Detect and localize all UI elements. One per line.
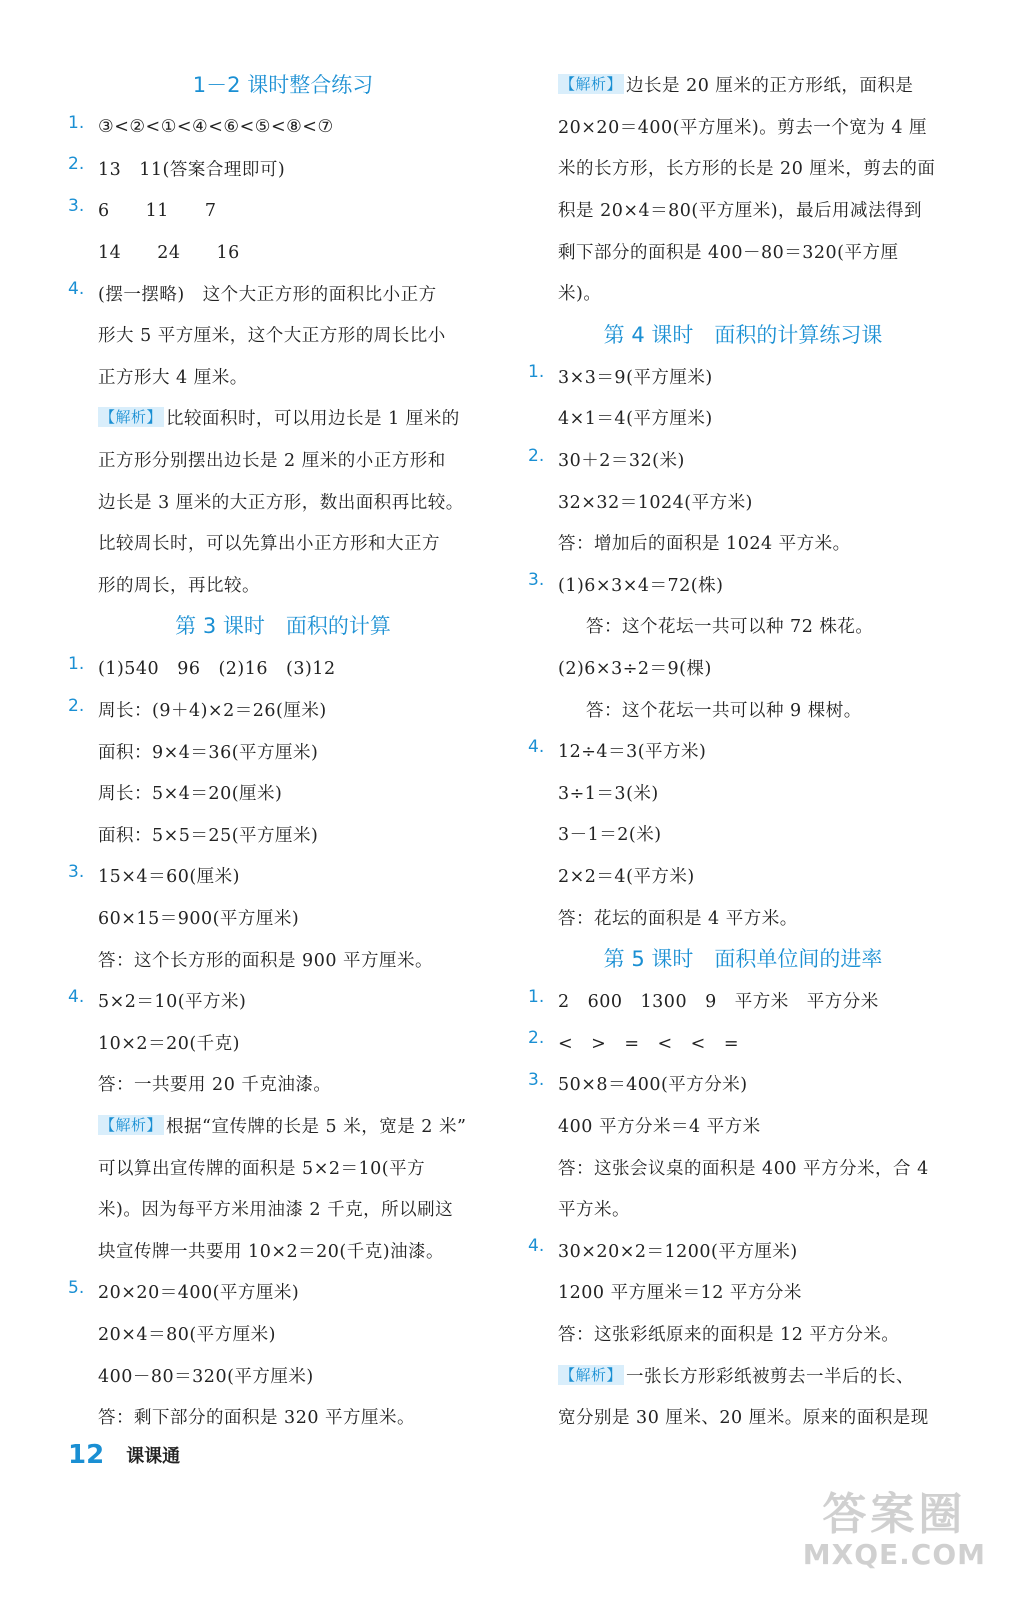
line-text: 答：这个花坛一共可以种 9 棵树。 xyxy=(586,700,862,721)
line-text-wrapper xyxy=(528,821,662,846)
analysis-tag: 【解析】 xyxy=(560,75,623,94)
line-text: 根据“宣传牌的长是 5 米，宽是 2 米” xyxy=(166,1116,467,1137)
item-number: 2. xyxy=(68,154,85,175)
line-text: (2)6×3÷2＝9(棵) xyxy=(558,659,712,680)
line-text: 答：这个花坛一共可以种 72 株花。 xyxy=(586,617,874,638)
line-text: 周长：5×4＝20(厘米) xyxy=(98,784,283,805)
line-text: 面积：9×4＝36(平方厘米) xyxy=(98,742,319,763)
line-text-wrapper xyxy=(98,117,334,137)
answer-line xyxy=(528,272,958,314)
answer-line xyxy=(528,605,958,647)
answer-item xyxy=(68,689,498,731)
line-text-wrapper xyxy=(528,72,913,97)
watermark xyxy=(803,1490,986,1570)
line-text-wrapper xyxy=(98,281,437,306)
line-text: 400 平方分米＝4 平方米 xyxy=(558,1116,761,1137)
line-text-wrapper xyxy=(528,697,862,722)
line-text-wrapper xyxy=(68,1321,276,1346)
answer-line xyxy=(528,1313,958,1355)
line-text-wrapper xyxy=(98,988,246,1013)
line-text-wrapper xyxy=(68,1363,314,1388)
answer-line xyxy=(68,480,498,522)
line-text-wrapper xyxy=(528,905,798,930)
answer-line xyxy=(68,1354,498,1396)
item-number: 3. xyxy=(528,1069,545,1090)
line-text: 米)。 xyxy=(558,284,602,305)
line-text-wrapper xyxy=(528,613,873,638)
line-text: 答：一共要用 20 千克油漆。 xyxy=(98,1075,332,1096)
line-text-wrapper xyxy=(68,1030,240,1055)
answer-line xyxy=(68,564,498,606)
right-column xyxy=(528,64,958,1437)
line-text-wrapper xyxy=(528,114,927,139)
analysis-tag: 【解析】 xyxy=(100,408,163,427)
line-text-wrapper xyxy=(528,1363,914,1388)
line-text-wrapper xyxy=(68,489,464,514)
answer-line xyxy=(528,1396,958,1438)
line-text-wrapper xyxy=(68,739,318,764)
line-text: 12÷4＝3(平方米) xyxy=(558,742,707,763)
line-text-wrapper xyxy=(68,1113,466,1138)
watermark-logo-text: 答案圈 xyxy=(822,1489,967,1540)
item-number: 5. xyxy=(68,1277,85,1298)
line-text-wrapper xyxy=(528,863,695,888)
answer-line xyxy=(68,231,498,273)
answer-line xyxy=(528,189,958,231)
answer-line xyxy=(528,480,958,522)
line-text: (1)540 96 (2)16 (3)12 xyxy=(98,659,336,680)
answer-line xyxy=(528,147,958,189)
answer-line xyxy=(68,1063,498,1105)
line-text-wrapper xyxy=(528,1196,630,1221)
answer-item xyxy=(528,1063,958,1105)
line-text: 1200 平方厘米＝12 平方分米 xyxy=(558,1283,802,1304)
line-text: 3－1＝2(米) xyxy=(558,825,662,846)
line-text-wrapper xyxy=(68,572,260,597)
line-text: 正方形分别摆出边长是 2 厘米的小正方形和 xyxy=(98,451,446,472)
line-text-wrapper xyxy=(98,655,336,680)
line-text-wrapper xyxy=(558,447,685,472)
answer-item xyxy=(528,980,958,1022)
line-text: 20×20＝400(平方厘米)。剪去一个宽为 4 厘 xyxy=(558,117,928,138)
line-text: 一张长方形彩纸被剪去一半后的长、 xyxy=(626,1366,915,1387)
line-text: 形的周长，再比较。 xyxy=(98,575,260,596)
brand-name: 课课通 xyxy=(126,1446,181,1467)
answer-line xyxy=(528,772,958,814)
line-text-wrapper xyxy=(68,405,460,430)
line-text: 面积：5×5＝25(平方厘米) xyxy=(98,825,319,846)
left-column xyxy=(68,64,498,1437)
line-text-wrapper xyxy=(528,1155,929,1180)
line-text-wrapper xyxy=(558,1071,748,1096)
answer-line xyxy=(528,64,958,106)
line-text: 块宣传牌一共要用 10×2＝20(千克)油漆。 xyxy=(98,1241,445,1262)
answer-line xyxy=(68,897,498,939)
answer-item xyxy=(528,439,958,481)
line-text-wrapper xyxy=(68,822,318,847)
answer-line xyxy=(68,397,498,439)
line-text: 5×2＝10(平方米) xyxy=(98,992,247,1013)
answer-line xyxy=(528,1271,958,1313)
line-text: 米的长方形，长方形的长是 20 厘米，剪去的面 xyxy=(558,159,936,180)
answer-line xyxy=(68,522,498,564)
answer-line xyxy=(528,647,958,689)
line-text-wrapper xyxy=(68,530,440,555)
line-text: (1)6×3×4＝72(株) xyxy=(558,575,724,596)
line-text: 10×2＝20(千克) xyxy=(98,1033,240,1054)
line-text: ③<②<①<④<⑥<⑤<⑧<⑦ xyxy=(98,116,334,137)
answer-line xyxy=(68,730,498,772)
line-text: 32×32＝1024(平方米) xyxy=(558,492,753,513)
answer-line xyxy=(528,855,958,897)
line-text: 20×4＝80(平方厘米) xyxy=(98,1324,276,1345)
line-text-wrapper xyxy=(528,197,922,222)
line-text-wrapper xyxy=(98,863,240,888)
line-text: 答：这个长方形的面积是 900 平方厘米。 xyxy=(98,950,434,971)
line-text: 比较面积时，可以用边长是 1 厘米的 xyxy=(166,409,460,430)
answer-item xyxy=(528,1021,958,1063)
line-text: 积是 20×4＝80(平方厘米)，最后用减法得到 xyxy=(558,201,923,222)
answer-line xyxy=(68,1021,498,1063)
page-number: 12 xyxy=(68,1440,105,1470)
watermark-url: MXQE.COM xyxy=(802,1538,986,1571)
line-text-wrapper xyxy=(68,780,282,805)
answer-line xyxy=(528,522,958,564)
answer-item xyxy=(528,730,958,772)
line-text-wrapper xyxy=(98,697,327,722)
analysis-tag: 【解析】 xyxy=(100,1115,163,1134)
line-text-wrapper xyxy=(68,947,433,972)
line-text: 400－80＝320(平方厘米) xyxy=(98,1366,314,1387)
line-text-wrapper xyxy=(528,780,659,805)
section-heading: 1－2 课时整合练习 xyxy=(192,73,374,97)
answer-line xyxy=(68,314,498,356)
line-text: 可以算出宣传牌的面积是 5×2＝10(平方 xyxy=(98,1158,426,1179)
answer-line xyxy=(528,688,958,730)
answer-item xyxy=(68,980,498,1022)
answer-line xyxy=(68,1229,498,1271)
answer-item xyxy=(68,1271,498,1313)
line-text-wrapper xyxy=(558,364,713,389)
answer-item xyxy=(68,106,498,148)
answer-item xyxy=(528,564,958,606)
line-text: 15×4＝60(厘米) xyxy=(98,867,240,888)
line-text: 2×2＝4(平方米) xyxy=(558,866,695,887)
line-text: 答：这张彩纸原来的面积是 12 平方分米。 xyxy=(558,1324,900,1345)
line-text-wrapper xyxy=(528,1279,802,1304)
item-number: 2. xyxy=(528,445,545,466)
line-text-wrapper xyxy=(68,322,446,347)
page-footer xyxy=(68,1440,180,1470)
answer-line xyxy=(68,1105,498,1147)
answer-line xyxy=(68,356,498,398)
analysis-tag: 【解析】 xyxy=(560,1365,623,1384)
line-text: 边长是 20 厘米的正方形纸，面积是 xyxy=(626,76,914,97)
item-number: 3. xyxy=(528,570,545,591)
item-number: 3. xyxy=(68,195,85,216)
section-heading: 第 3 课时 面积的计算 xyxy=(175,614,391,639)
line-text-wrapper xyxy=(558,1238,798,1263)
line-text: 宽分别是 30 厘米、20 厘米。原来的面积是现 xyxy=(558,1408,929,1429)
item-number: 1. xyxy=(68,112,85,133)
line-text: 4×1＝4(平方厘米) xyxy=(558,409,713,430)
line-text: 30＋2＝32(米) xyxy=(558,451,685,472)
line-text-wrapper xyxy=(68,1155,425,1180)
line-text-wrapper xyxy=(98,156,285,181)
item-number: 2. xyxy=(528,1028,545,1049)
answer-line xyxy=(68,938,498,980)
answer-line xyxy=(528,1188,958,1230)
answer-item xyxy=(68,189,498,231)
item-number: 3. xyxy=(68,861,85,882)
line-text: 平方米。 xyxy=(558,1200,630,1221)
line-text: 3×3＝9(平方厘米) xyxy=(558,367,713,388)
line-text-wrapper xyxy=(528,530,851,555)
line-text-wrapper xyxy=(528,405,713,430)
line-text-wrapper xyxy=(528,280,601,305)
line-text-wrapper xyxy=(98,1279,299,1304)
line-text-wrapper xyxy=(528,1404,929,1429)
line-text: < > = < < = xyxy=(558,1033,739,1054)
line-text: 60×15＝900(平方厘米) xyxy=(98,908,300,929)
line-text: 米)。因为每平方米用油漆 2 千克，所以刷这 xyxy=(98,1200,454,1221)
line-text: 剩下部分的面积是 400－80＝320(平方厘 xyxy=(558,242,899,263)
line-text-wrapper xyxy=(68,447,446,472)
line-text-wrapper xyxy=(98,197,217,222)
line-text-wrapper xyxy=(528,239,898,264)
line-text: (摆一摆略) 这个大正方形的面积比小正方 xyxy=(98,284,437,305)
line-text-wrapper xyxy=(528,655,712,680)
answer-line xyxy=(68,1146,498,1188)
line-text-wrapper xyxy=(68,1238,444,1263)
answer-line xyxy=(528,1105,958,1147)
line-text: 3÷1＝3(米) xyxy=(558,783,659,804)
item-number: 1. xyxy=(68,653,85,674)
line-text-wrapper xyxy=(68,364,248,389)
item-number: 4. xyxy=(528,1236,545,1257)
line-text-wrapper xyxy=(68,905,299,930)
line-text: 50×8＝400(平方分米) xyxy=(558,1075,748,1096)
item-number: 1. xyxy=(528,986,545,1007)
line-text: 比较周长时，可以先算出小正方形和大正方 xyxy=(98,534,440,555)
line-text: 30×20×2＝1200(平方厘米) xyxy=(558,1241,798,1262)
answer-line xyxy=(528,813,958,855)
answer-line xyxy=(528,896,958,938)
answer-line xyxy=(528,106,958,148)
line-text-wrapper xyxy=(68,1196,453,1221)
line-text: 20×20＝400(平方厘米) xyxy=(98,1283,300,1304)
line-text: 6 11 7 xyxy=(98,201,217,222)
answer-line xyxy=(528,1354,958,1396)
item-number: 4. xyxy=(528,736,545,757)
section-heading: 第 5 课时 面积单位间的进率 xyxy=(603,946,883,971)
line-text-wrapper xyxy=(68,1404,415,1429)
line-text-wrapper xyxy=(558,572,723,597)
answer-item xyxy=(528,1229,958,1271)
line-text: 2 600 1300 9 平方米 平方分米 xyxy=(558,992,879,1013)
line-text: 答：剩下部分的面积是 320 平方厘米。 xyxy=(98,1408,416,1429)
answer-line xyxy=(68,1313,498,1355)
line-text: 正方形大 4 厘米。 xyxy=(98,367,248,388)
line-text: 14 24 16 xyxy=(98,243,240,264)
line-text-wrapper xyxy=(558,738,706,763)
item-number: 2. xyxy=(68,695,85,716)
item-number: 4. xyxy=(68,279,85,300)
answer-item xyxy=(68,272,498,314)
answer-item xyxy=(528,356,958,398)
section-heading: 第 4 课时 面积的计算练习课 xyxy=(603,322,883,347)
line-text-wrapper xyxy=(528,1113,761,1138)
answer-line xyxy=(68,1188,498,1230)
line-text: 13 11(答案合理即可) xyxy=(98,159,286,180)
line-text: 边长是 3 厘米的大正方形，数出面积再比较。 xyxy=(98,492,464,513)
answer-item xyxy=(68,855,498,897)
line-text-wrapper xyxy=(528,1321,899,1346)
line-text-wrapper xyxy=(558,1030,739,1055)
answer-line xyxy=(68,1396,498,1438)
answer-line xyxy=(68,772,498,814)
answer-line xyxy=(528,1146,958,1188)
answer-item xyxy=(68,647,498,689)
answer-line xyxy=(528,230,958,272)
line-text-wrapper xyxy=(68,239,240,264)
answer-line xyxy=(68,439,498,481)
answer-line xyxy=(528,397,958,439)
answer-line xyxy=(68,814,498,856)
line-text-wrapper xyxy=(528,489,753,514)
line-text: 答：这张会议桌的面积是 400 平方分米，合 4 xyxy=(558,1158,929,1179)
line-text: 答：花坛的面积是 4 平方米。 xyxy=(558,908,798,929)
line-text-wrapper xyxy=(558,988,879,1013)
line-text: 形大 5 平方厘米，这个大正方形的周长比小 xyxy=(98,326,446,347)
item-number: 4. xyxy=(68,986,85,1007)
answer-item xyxy=(68,148,498,190)
line-text-wrapper xyxy=(528,155,935,180)
line-text-wrapper xyxy=(68,1071,331,1096)
line-text: 答：增加后的面积是 1024 平方米。 xyxy=(558,534,851,555)
line-text: 周长：(9＋4)×2＝26(厘米) xyxy=(98,701,327,722)
item-number: 1. xyxy=(528,362,545,383)
